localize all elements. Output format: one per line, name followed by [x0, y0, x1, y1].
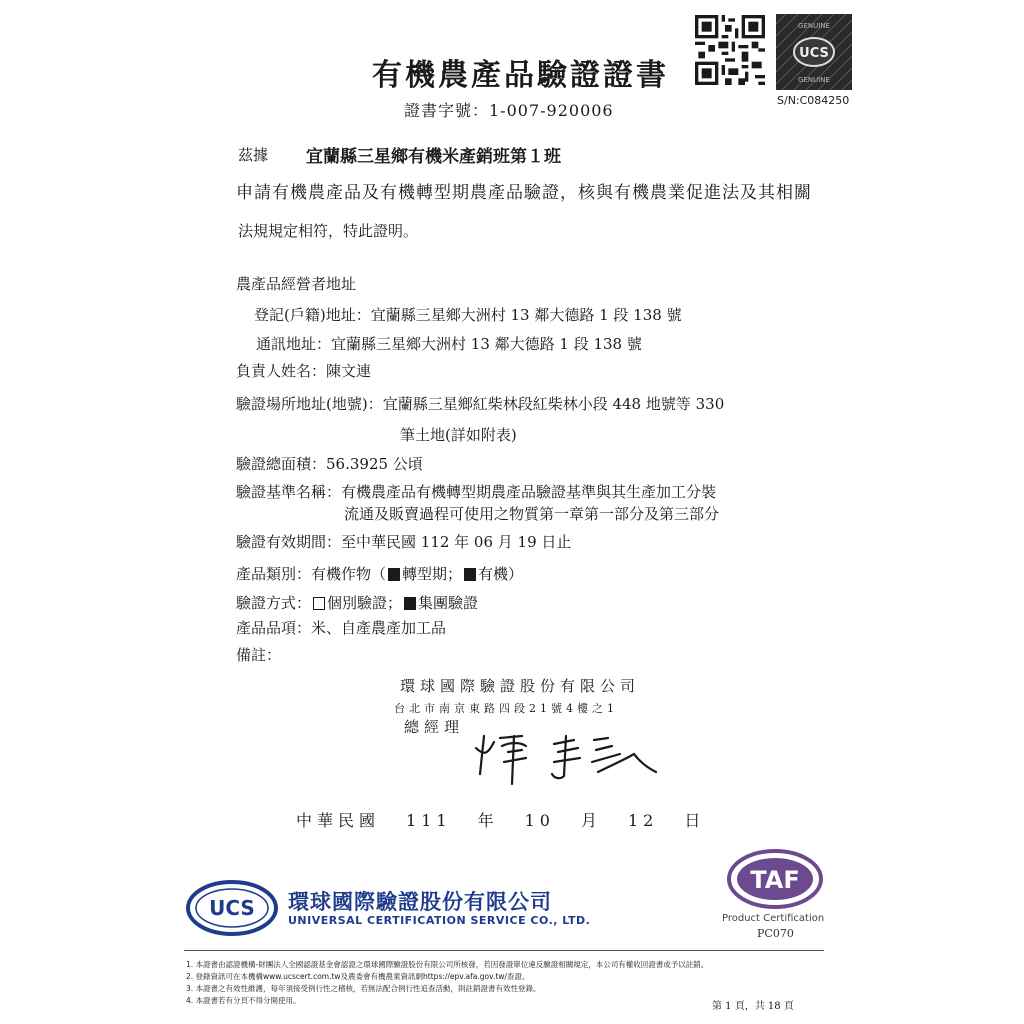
group-checkbox — [404, 597, 416, 610]
qr-code-icon[interactable] — [695, 14, 765, 86]
footnote-4: 4. 本證書若有分頁不得分開使用。 — [186, 996, 301, 1005]
issue-date — [296, 808, 731, 831]
ucs-company-name-en: UNIVERSAL CERTIFICATION SERVICE CO., LTD. — [288, 914, 591, 927]
applicant-name: 宜蘭縣三星鄉有機米產銷班第１班 — [306, 147, 561, 167]
date-month: 10 — [524, 811, 555, 830]
category-transition: 轉型期； — [402, 565, 463, 583]
mailing-address: 通訊地址：宜蘭縣三星鄉大洲村 13 鄰大德路 1 段 138 號 — [256, 335, 642, 353]
issuer-role: 總經理 — [404, 718, 465, 736]
individual-checkbox — [313, 597, 325, 610]
category-label: 產品類別：有機作物（ — [236, 565, 387, 583]
ucs-logo-icon — [186, 880, 278, 936]
seal-genuine-bottom: GENUINE — [798, 76, 830, 84]
page-number: 第 1 頁，共 18 頁 — [712, 1001, 794, 1012]
method-individual: 個別驗證； — [327, 594, 403, 612]
intro-line-2: 法規規定相符，特此證明。 — [238, 222, 419, 240]
validity-period: 驗證有效期間：至中華民國 112 年 06 月 19 日止 — [236, 533, 572, 551]
taf-code: PC070 — [757, 927, 794, 940]
footnote-3: 3. 本證書之有效性維護，每年須接受例行性之稽核，若無法配合例行性追查活動，則註銷證書有效性登錄。 — [186, 984, 541, 993]
remarks: 備註： — [236, 646, 282, 664]
product-items: 產品品項：米、自產農產加工品 — [236, 619, 447, 637]
ucs-hologram-seal-icon — [776, 14, 852, 90]
transition-checkbox — [388, 568, 400, 581]
seal-mark: UCS — [799, 46, 829, 61]
certificate-number: 證書字號：1-007-920006 — [404, 101, 614, 120]
taf-logo-icon — [726, 848, 824, 910]
taf-mark: TAF — [750, 866, 800, 894]
organic-checkbox — [464, 568, 476, 581]
site-address-line-2: 筆土地(詳如附表) — [400, 426, 517, 444]
ucs-mark: UCS — [209, 896, 255, 920]
standard-line-2: 流通及販賣過程可使用之物質第一章第一部分及第三部分 — [344, 505, 720, 523]
issuer-company: 環球國際驗證股份有限公司 — [400, 677, 641, 695]
date-era: 中華民國 — [296, 811, 381, 830]
intro-line-1: 申請有機農產品及有機轉型期農產品驗證，核與有機農業促進法及其相關 — [236, 183, 812, 203]
date-year-unit: 年 — [477, 811, 499, 830]
standard-line-1: 驗證基準名稱：有機農產品有機轉型期農產品驗證基準與其生產加工分裝 — [236, 483, 717, 501]
date-year: 111 — [406, 811, 452, 830]
footnote-1: 1. 本證書由認證機構-財團法人全國認證基金會認證之環球國際驗證股份有限公司所核發，若因發證單位違反驗證相關規定，本公司有權收回證書或予以註銷。 — [186, 960, 709, 969]
intro-label: 茲據 — [238, 146, 269, 164]
date-day: 12 — [627, 811, 659, 830]
site-address-line-1: 驗證場所地址(地號)：宜蘭縣三星鄉紅柴林段紅柴林小段 448 地號等 330 — [236, 395, 725, 413]
issuer-address: 台北市南京東路四段21號4樓之1 — [394, 702, 618, 715]
seal-genuine-top: GENUINE — [798, 22, 830, 30]
ucs-company-name-zh: 環球國際驗證股份有限公司 — [288, 890, 552, 914]
registered-address: 登記(戶籍)地址：宜蘭縣三星鄉大洲村 13 鄰大德路 1 段 138 號 — [254, 306, 682, 324]
serial-number: S/N:C084250 — [777, 94, 850, 107]
footer-divider — [184, 950, 824, 951]
method-group: 集團驗證 — [418, 594, 479, 612]
manager-signature-icon — [470, 728, 660, 786]
method-label: 驗證方式： — [236, 594, 312, 612]
address-header: 農產品經營者地址 — [236, 275, 357, 293]
certification-method — [236, 592, 478, 613]
category-organic: 有機） — [478, 565, 524, 583]
date-month-unit: 月 — [580, 811, 602, 830]
responsible-person: 負責人姓名：陳文連 — [236, 362, 372, 380]
product-category — [236, 563, 523, 584]
taf-caption: Product Certification — [722, 913, 825, 924]
total-area: 驗證總面積：56.3925 公頃 — [236, 455, 423, 473]
footnote-2: 2. 登錄資訊可在本機構www.ucscert.com.tw及農委會有機農業資訊網https://epv.afa.gov.tw/查證。 — [186, 972, 530, 981]
certificate-title: 有機農產品驗證證書 — [372, 58, 669, 93]
date-day-unit: 日 — [684, 811, 706, 830]
